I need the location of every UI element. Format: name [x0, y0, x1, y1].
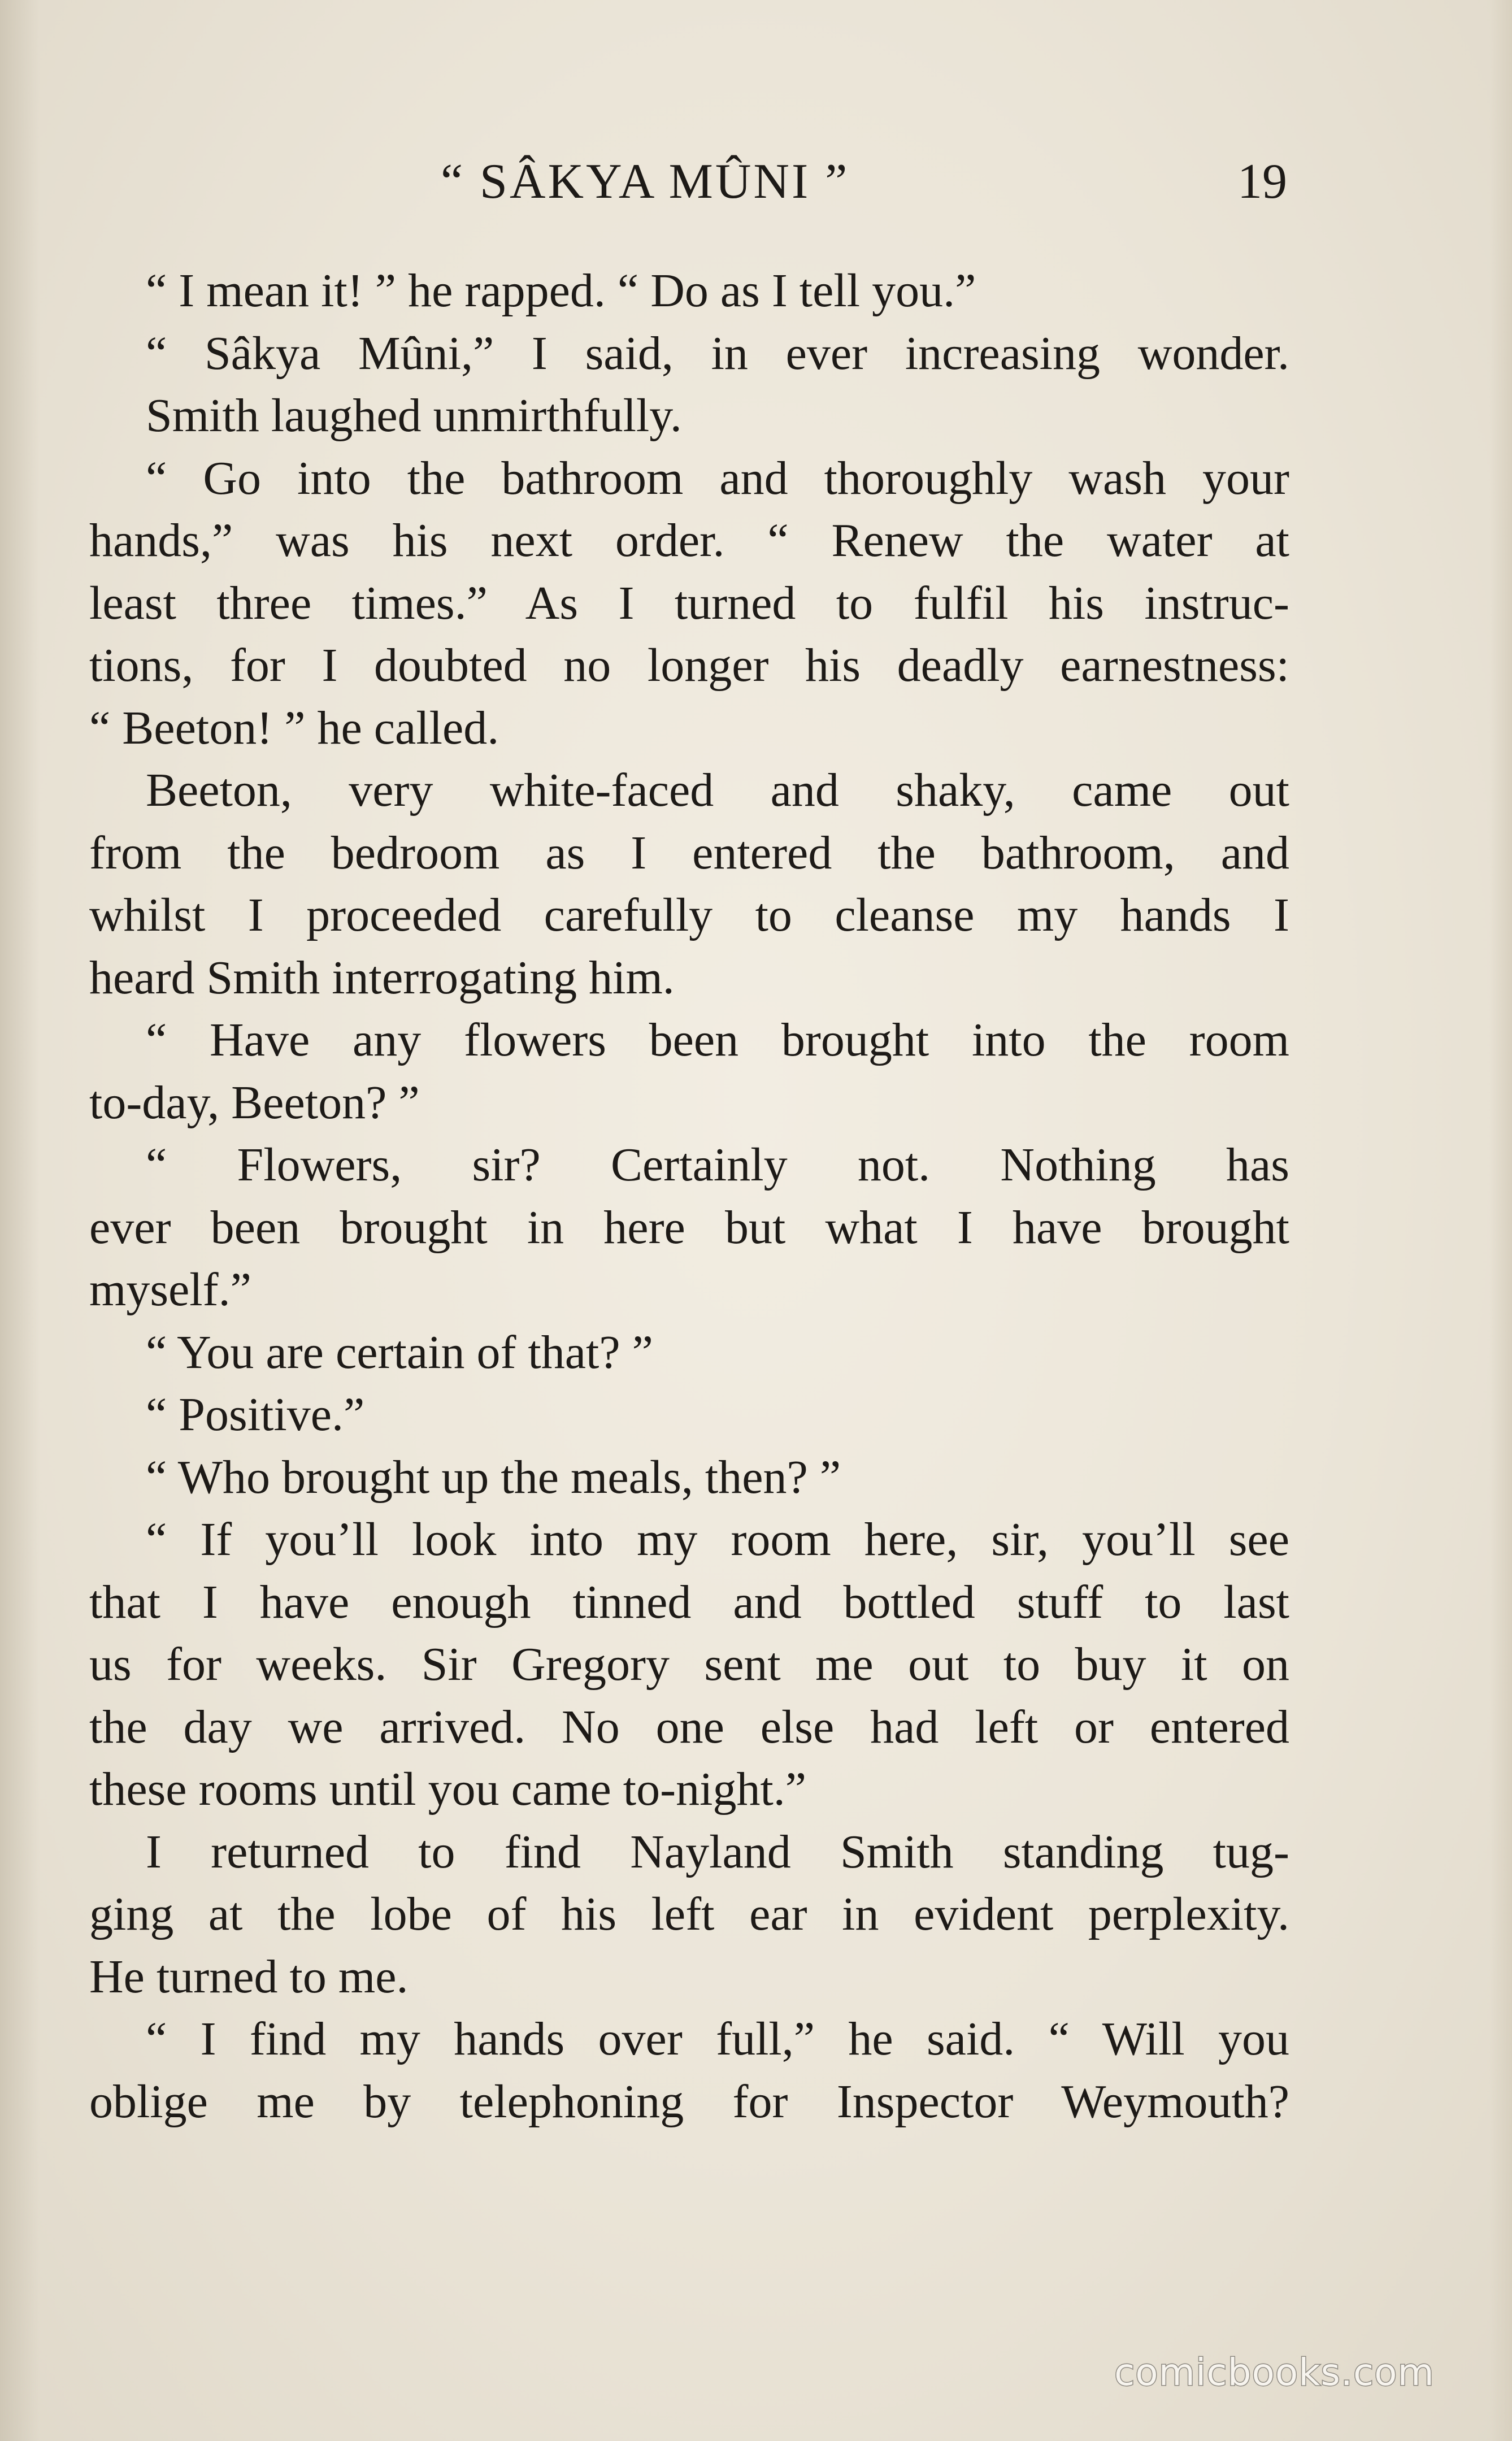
text-line: tions, for I doubted no longer his deadly earnestness: — [89, 639, 1289, 692]
text-line: least three times.” As I turned to fulfil his instruc- — [89, 576, 1289, 629]
text-line: “ I mean it! ” he rapped. “ Do as I tell you.” — [146, 264, 976, 317]
text-line: from the bedroom as I entered the bathroom, and — [89, 826, 1289, 879]
text-line: the day we arrived. No one else had left or entered — [89, 1700, 1289, 1753]
page-edge — [1489, 0, 1512, 2441]
watermark-logo: comicbooks.com — [1114, 2351, 1435, 2394]
text-line: oblige me by telephoning for Inspector Weymouth? — [89, 2075, 1289, 2128]
text-line: “ Positive.” — [146, 1388, 365, 1441]
text-line: whilst I proceeded carefully to cleanse my hands I — [89, 889, 1289, 941]
text-line: ever been brought in here but what I have brought — [89, 1201, 1289, 1254]
running-head — [0, 148, 1512, 216]
text-line: that I have enough tinned and bottled stuff to last — [89, 1575, 1289, 1628]
text-line: “ Have any flowers been brought into the room — [146, 1014, 1289, 1066]
text-line: hands,” was his next order. “ Renew the water at — [89, 514, 1289, 567]
running-title: “ SÂKYA MÛNI ” — [441, 154, 850, 209]
text-line: us for weeks. Sir Gregory sent me out to buy it on — [89, 1638, 1289, 1691]
text-line: ging at the lobe of his left ear in evident perplexity. — [89, 1888, 1289, 1940]
text-line: “ Sâkya Mûni,” I said, in ever increasing wonder. — [146, 327, 1289, 380]
text-line: “ Flowers, sir? Certainly not. Nothing has — [146, 1139, 1289, 1191]
spine-shadow — [0, 0, 40, 2441]
text-line: Smith laughed unmirthfully. — [146, 389, 682, 442]
body-text — [89, 260, 1289, 2133]
text-line: to-day, Beeton? ” — [89, 1076, 420, 1129]
text-line: myself.” — [89, 1263, 251, 1316]
text-line: I returned to find Nayland Smith standing tug- — [146, 1825, 1289, 1878]
text-line: “ I find my hands over full,” he said. “ Will you — [146, 2013, 1289, 2065]
page-number: 19 — [1237, 154, 1287, 209]
text-line: heard Smith interrogating him. — [89, 951, 675, 1004]
text-line: He turned to me. — [89, 1950, 409, 2003]
text-line: Beeton, very white-faced and shaky, came out — [146, 764, 1289, 816]
text-line: “ If you’ll look into my room here, sir, you’ll see — [146, 1513, 1289, 1566]
text-line: “ Who brought up the meals, then? ” — [146, 1450, 841, 1504]
text-line: “ Beeton! ” he called. — [89, 701, 499, 754]
text-line: “ Go into the bathroom and thoroughly wash your — [146, 451, 1289, 505]
text-line: “ You are certain of that? ” — [146, 1326, 653, 1379]
text-line: these rooms until you came to-night.” — [89, 1763, 807, 1815]
